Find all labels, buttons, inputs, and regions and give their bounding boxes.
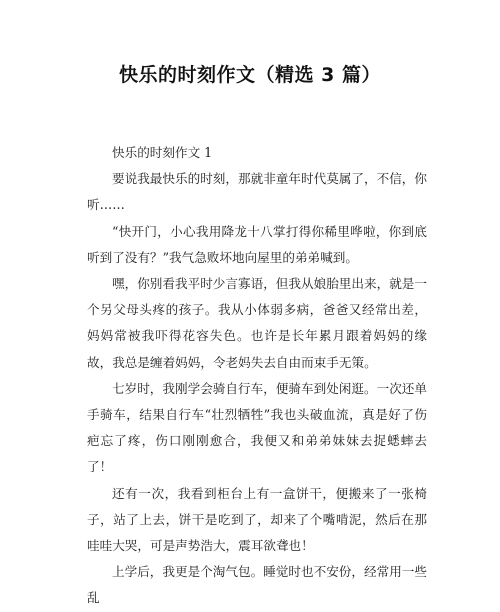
document-title: 快乐的时刻作文（精选 3 篇） <box>119 64 381 86</box>
document-body <box>87 140 427 612</box>
paragraph-4: 七岁时，我刚学会骑自行车，便骑车到处闲逛。一次还单手骑车，结果自行车“壮烈牺牲”我也头破血流，真是好了伤疤忘了疼，伤口刚刚愈合，我便又和弟弟妹妹去捉蟋蟀去了！ <box>87 380 427 475</box>
paragraph-3: 嘿，你别看我平时少言寡语，但我从娘胎里出来，就是一个另父母头疼的孩子。我从小体弱多病，爸爸又经常出差，妈妈常被我吓得花容失色。也许是长年累月跟着妈妈的缘故，我总是缠着妈妈，令老妈失去自由而束手无策。 <box>87 276 427 370</box>
paragraph-1: 要说我最快乐的时刻，那就非童年时代莫属了，不信，你听…… <box>87 171 427 213</box>
section-title: 快乐的时刻作文 1 <box>112 145 213 160</box>
paragraph-2: “快开门，小心我用降龙十八掌打得你稀里哗啦，你到底听到了没有？”我气急败坏地向屋里的弟弟喊到。 <box>87 223 427 265</box>
paragraph-5: 还有一次，我看到柜台上有一盒饼干，便搬来了一张椅子，站了上去，饼干是吃到了，却来了个嘴啃泥，然后在那哇哇大哭，可是声势浩大，震耳欲聋也！ <box>87 485 427 554</box>
paragraph-6: 上学后，我更是个淘气包。睡觉时也不安份，经常用一些乱 <box>87 564 427 606</box>
